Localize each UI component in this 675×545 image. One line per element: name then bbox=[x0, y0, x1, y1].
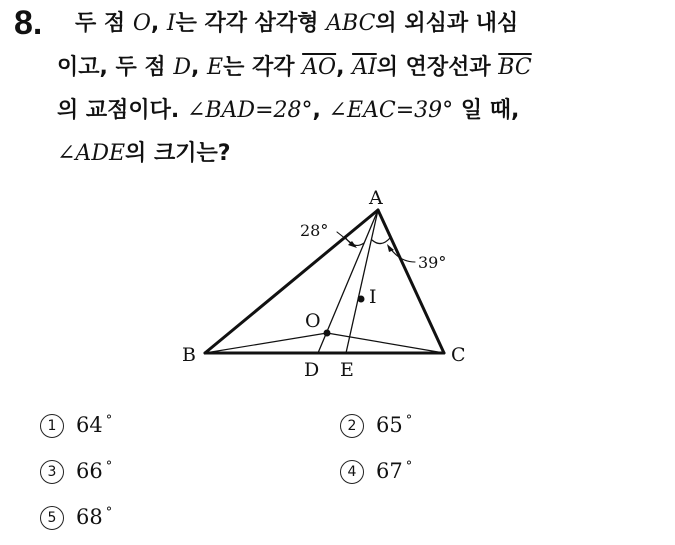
choice-3[interactable] bbox=[40, 459, 112, 484]
text: , bbox=[190, 55, 208, 80]
text: 의 연장선과 bbox=[376, 55, 499, 80]
choice-value: 67 bbox=[376, 459, 403, 483]
degree-unit: ° bbox=[405, 459, 413, 474]
choice-1[interactable] bbox=[40, 413, 112, 438]
text: 이고, 두 점 bbox=[57, 55, 174, 80]
triangle-abc: ABC bbox=[326, 11, 376, 36]
degree-unit: ° bbox=[405, 413, 413, 428]
choice-marker-5: 5 bbox=[40, 506, 64, 530]
angle-ade: ∠ADE bbox=[57, 141, 126, 166]
text: , bbox=[312, 98, 329, 123]
point-o-dot bbox=[324, 330, 331, 337]
text: , bbox=[336, 55, 353, 80]
point-e: E bbox=[207, 55, 224, 80]
label-b: B bbox=[182, 344, 196, 366]
text: 두 점 bbox=[75, 11, 133, 36]
choice-value: 64 bbox=[76, 413, 103, 437]
segment-bc: $\overline{BC}$ bbox=[498, 55, 532, 80]
choice-value: 66 bbox=[76, 459, 103, 483]
point-i-dot bbox=[358, 296, 365, 303]
text: 는 각각 bbox=[223, 55, 303, 80]
choice-5[interactable] bbox=[40, 505, 112, 530]
label-e: E bbox=[340, 359, 354, 381]
point-i: I bbox=[166, 11, 176, 36]
angle-arc-eac bbox=[372, 238, 390, 244]
angle-label-39: 39° bbox=[418, 253, 447, 272]
text: 의 교점이다. bbox=[57, 98, 187, 123]
label-o: O bbox=[305, 310, 321, 332]
segment-oc bbox=[327, 333, 444, 353]
label-c: C bbox=[451, 344, 466, 366]
degree-unit: ° bbox=[105, 505, 113, 520]
label-d: D bbox=[304, 359, 320, 381]
choice-marker-2: 2 bbox=[340, 414, 364, 438]
text: 의 외심과 내심 bbox=[375, 11, 519, 36]
point-o: O bbox=[132, 11, 151, 36]
choice-value: 68 bbox=[76, 505, 103, 529]
point-d: D bbox=[173, 55, 191, 80]
degree-unit: ° bbox=[105, 459, 113, 474]
angle-arc-bad bbox=[345, 237, 364, 245]
choice-2[interactable] bbox=[340, 413, 412, 438]
text: , bbox=[150, 11, 167, 36]
segment-ai: $\overline{AI}$ bbox=[352, 55, 377, 80]
segment-ao: $\overline{AO}$ bbox=[302, 55, 337, 80]
degree-unit: ° bbox=[105, 413, 113, 428]
label-i: I bbox=[369, 286, 377, 308]
text: 의 크기는? bbox=[125, 141, 231, 166]
angle-label-28: 28° bbox=[300, 221, 329, 240]
angle-bad: ∠BAD=28° bbox=[186, 98, 313, 123]
choice-marker-3: 3 bbox=[40, 460, 64, 484]
choice-value: 65 bbox=[376, 413, 403, 437]
label-a: A bbox=[369, 187, 383, 209]
choice-4[interactable] bbox=[340, 459, 412, 484]
side-ac bbox=[378, 210, 447, 353]
angle-eac: ∠EAC=39° bbox=[328, 98, 454, 123]
text: 는 각각 삼각형 bbox=[175, 11, 327, 36]
choice-marker-1: 1 bbox=[40, 414, 64, 438]
side-ba bbox=[205, 210, 378, 353]
choice-marker-4: 4 bbox=[340, 460, 364, 484]
text: 일 때, bbox=[453, 98, 520, 123]
question-number: 8. bbox=[14, 4, 43, 42]
